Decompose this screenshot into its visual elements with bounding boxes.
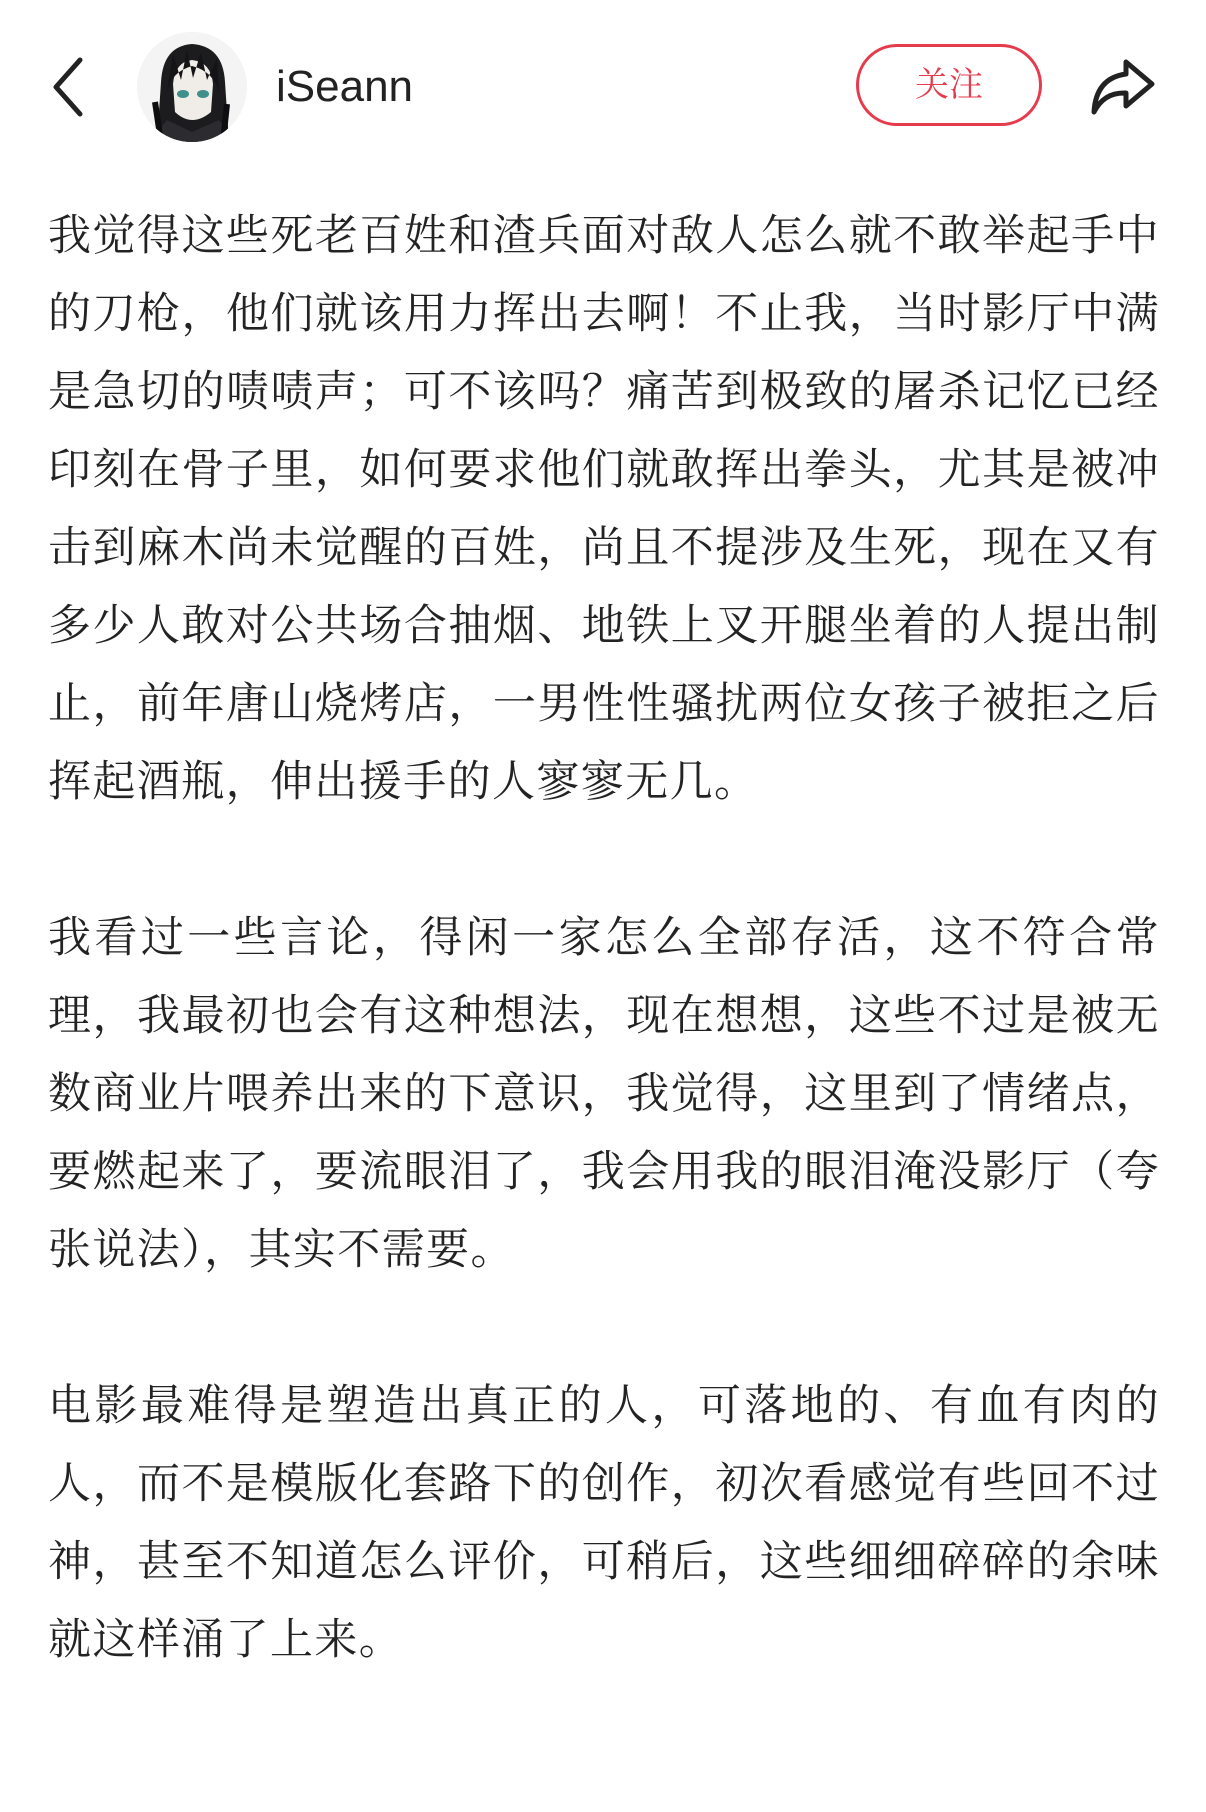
post-paragraph-1: 我觉得这些死老百姓和渣兵面对敌人怎么就不敢举起手中的刀枪，他们就该用力挥出去啊！不止我，当时影厅中满是急切的啧啧声；可不该吗？痛苦到极致的屠杀记忆已经印刻在骨子里，如何要求他们就敢挥出拳头，尤其是被冲击到麻木尚未觉醒的百姓，尚且不提涉及生死，现在又有多少人敢对公共场合抽烟、地铁上叉开腿坐着的人提出制止，前年唐山烧烤店，一男性性骚扰两位女孩子被拒之后挥起酒瓶，伸出援手的人寥寥无几。 bbox=[48, 211, 1160, 807]
top-nav-bar bbox=[0, 0, 1206, 170]
post-body bbox=[48, 197, 1160, 1757]
username[interactable]: iSeann bbox=[276, 62, 414, 111]
share-arrow-icon bbox=[1086, 52, 1158, 122]
back-button[interactable] bbox=[46, 52, 96, 122]
anime-avatar-image bbox=[137, 32, 247, 142]
share-button[interactable] bbox=[1086, 52, 1158, 122]
follow-button[interactable]: 关注 bbox=[856, 44, 1042, 126]
post-paragraph-3: 电影最难得是塑造出真正的人，可落地的、有血有肉的人，而不是模版化套路下的创作，初次看感觉有些回不过神，甚至不知道怎么评价，可稍后，这些细细碎碎的余味就这样涌了上来。 bbox=[48, 1381, 1160, 1665]
avatar[interactable] bbox=[137, 32, 247, 142]
post-paragraph-2: 我看过一些言论，得闲一家怎么全部存活，这不符合常理，我最初也会有这种想法，现在想想，这些不过是被无数商业片喂养出来的下意识，我觉得，这里到了情绪点，要燃起来了，要流眼泪了，我会用我的眼泪淹没影厅（夸张说法），其实不需要。 bbox=[48, 913, 1160, 1275]
chevron-left-icon bbox=[46, 52, 96, 122]
